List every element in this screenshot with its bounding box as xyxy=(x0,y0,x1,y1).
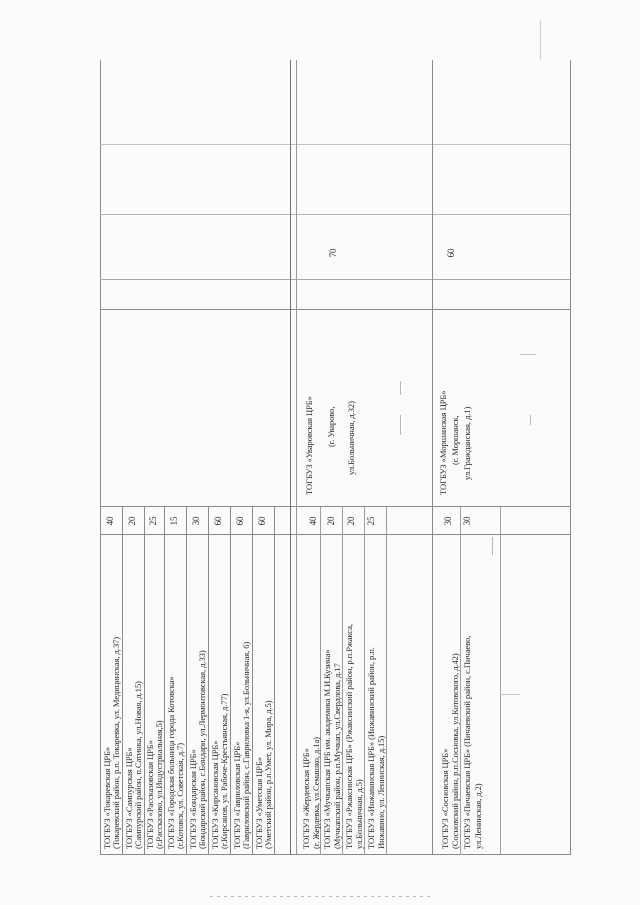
hospital-count: 60 xyxy=(257,516,267,526)
hospital-count: 20 xyxy=(346,516,356,526)
hospital-address: (г. Жердевка, ул.Семашко, д.1а) xyxy=(311,737,321,849)
group3-total: 60 xyxy=(446,248,456,258)
hospital-address: (Бондарский район, с.Бондари, ул.Лермонтовская, д.33) xyxy=(197,650,207,849)
hospital-count: 20 xyxy=(326,516,336,526)
hospital-name: ТОГБУЗ «Городская больница города Котовска» xyxy=(166,676,176,849)
target-hospital-city: (г. Моршанск, xyxy=(450,415,460,465)
hospital-name: ТОГБУЗ «Инжавинская ЦРБ» (Инжавинский район, р.п. xyxy=(366,647,376,849)
hospital-address: (Уметский район, р.п.Умет, ул. Мира, д.5) xyxy=(263,700,273,849)
hospital-count: 40 xyxy=(105,516,115,526)
hospital-count: 30 xyxy=(191,516,201,526)
hospital-count: 30 xyxy=(462,516,472,526)
hospital-name: ТОГБУЗ «Гавриловская ЦРБ» xyxy=(232,741,242,849)
hospital-address: (Сосновский район, р.п.Сосновка, ул.Котовского, д.42) xyxy=(450,653,460,849)
hospital-count: 15 xyxy=(169,516,179,526)
target-hospital-name: ТОГБУЗ «Моршанская ЦРБ» xyxy=(438,390,448,495)
target-hospital-street: ул.Больничная, д.32) xyxy=(346,401,356,475)
hospital-name: ТОГБУЗ «Бондарская ЦРБ» xyxy=(188,749,198,849)
hospital-name: ТОГБУЗ «Рассказовская ЦРБ» xyxy=(145,740,155,849)
hospital-address: (Токаревский район, р.п. Токаревка, ул. Медицинская, д.37) xyxy=(111,636,121,849)
hospital-name: ТОГБУЗ «Пичаевская ЦРБ» (Пичаевский район, с.Пичаево, xyxy=(462,635,472,849)
hospital-address: ул.Ленинская, д.2) xyxy=(473,783,483,849)
group2-total: 70 xyxy=(328,248,338,258)
hospital-name: ТОГБУЗ «Жердевская ЦРБ» xyxy=(301,748,311,849)
hospital-address: (Гавриловский район, с.Гавриловка 1-я, ул.Больничная, 6) xyxy=(241,641,251,849)
hospital-name: ТОГБУЗ «Ржаксинская ЦРБ» (Ржаксинский район, р.п.Ржакса, xyxy=(344,624,354,849)
hospital-count: 60 xyxy=(213,516,223,526)
hospital-name: ТОГБУЗ «Сосновская ЦРБ» xyxy=(440,748,450,849)
target-hospital-street: ул.Гражданская, д.1) xyxy=(462,406,472,480)
hospital-address: (Мучкапский район, р.п.Мучкап, ул.Свердлова, д.17 xyxy=(332,663,342,849)
hospital-name: ТОГБУЗ «Кирсановская ЦРБ» xyxy=(210,740,220,849)
hospital-name: ТОГБУЗ «Уметская ЦРБ» xyxy=(254,757,264,849)
hospital-count: 25 xyxy=(148,516,158,526)
rotated-table-sheet xyxy=(100,60,570,855)
hospital-name: ТОГБУЗ «Мучкапская ЦРБ им. академика М.И.Кузина» xyxy=(322,649,332,849)
hospital-count: 60 xyxy=(235,516,245,526)
hospital-address: (г.Рассказово, ул.Индустриальная,5) xyxy=(154,720,164,849)
hospital-count: 30 xyxy=(443,516,453,526)
hospital-name: ТОГБУЗ «Токаревская ЦРБ» xyxy=(102,746,112,849)
hospital-address: (Сампурский район, п.Сатинка, ул.Новая, д.15) xyxy=(133,681,143,849)
hospital-count: 40 xyxy=(308,516,318,526)
target-hospital-name: ТОГБУЗ «Уваровская ЦРБ» xyxy=(304,396,314,495)
hospital-address: ул.Больничная, д.5) xyxy=(354,779,364,849)
hospital-address: (г.Кирсанов, ул. Рабоче-Крестьянская, д.77) xyxy=(219,693,229,849)
hospital-name: ТОГБУЗ «Сампурская ЦРБ» xyxy=(124,747,134,849)
hospital-address: (г.Котовск, ул. Советская, д.7) xyxy=(175,742,185,849)
hospital-count: 20 xyxy=(127,516,137,526)
hospital-count: 25 xyxy=(366,516,376,526)
hospital-address: Инжавино, ул. Ленинская, д.15) xyxy=(376,735,386,849)
target-hospital-city: (г. Уварово, xyxy=(326,406,336,447)
